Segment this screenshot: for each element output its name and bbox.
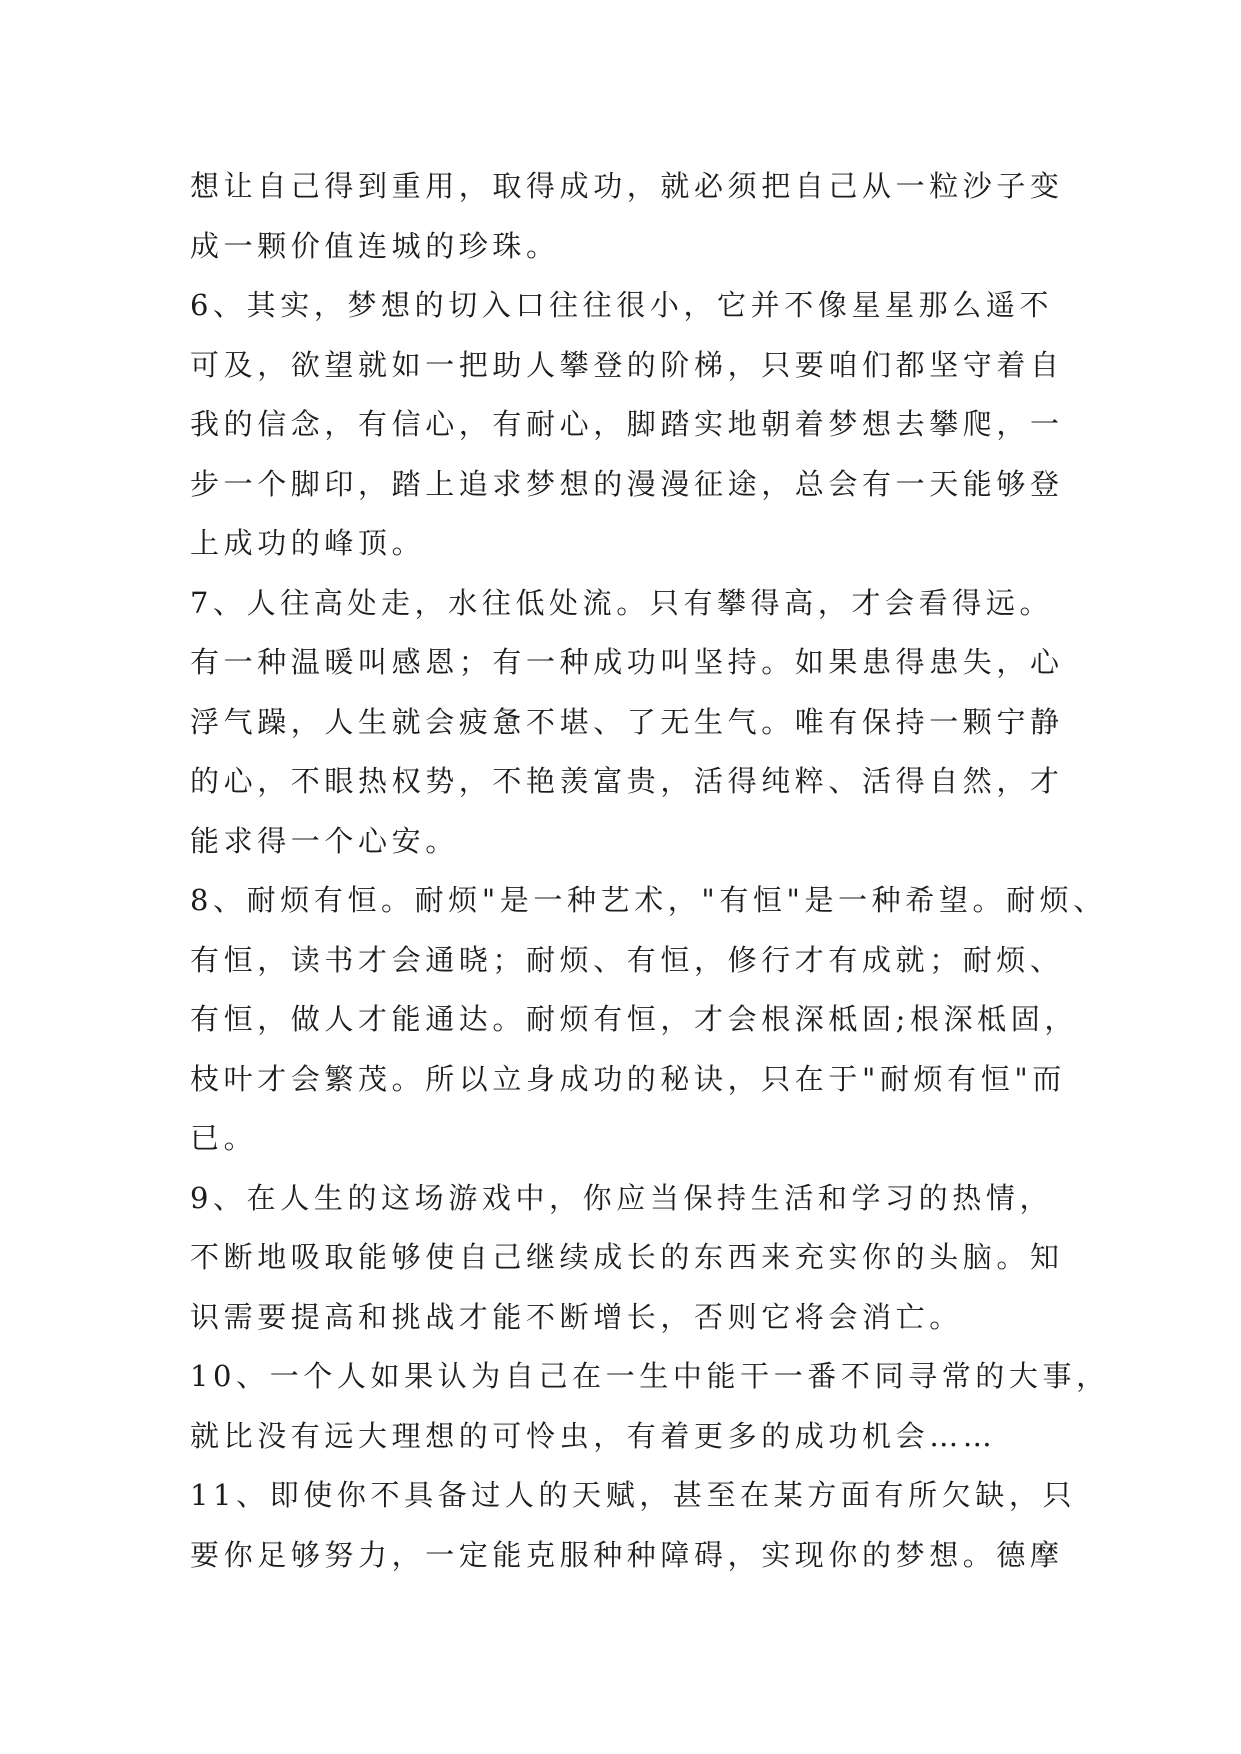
text-line: 成一颗价值连城的珍珠。: [190, 228, 560, 263]
text-line: 上成功的峰顶。: [190, 526, 426, 560]
text-line: 7、人往高处走，水往低处流。只有攀得高，才会看得远。: [190, 585, 1054, 620]
text-line: 的心，不眼热权势，不艳羡富贵，活得纯粹、活得自然，才: [190, 764, 1064, 798]
text-line: 8、耐烦有恒。耐烦"是一种艺术，"有恒"是一种希望。耐烦、: [190, 883, 1107, 917]
paragraph-11: [190, 1466, 1077, 1585]
text-line: 想让自己得到重用，取得成功，就必须把自己从一粒沙子变: [190, 169, 1064, 203]
text-line: 6、其实，梦想的切入口往往很小，它并不像星星那么遥不: [190, 288, 1054, 322]
text-line: 能求得一个心安。: [190, 823, 459, 858]
text-line: 有恒，做人才能通达。耐烦有恒，才会根深柢固;根深柢固，: [190, 1002, 1078, 1036]
text-line: 可及，欲望就如一把助人攀登的阶梯，只要咱们都坚守着自: [190, 347, 1064, 382]
text-line: 已。: [190, 1121, 258, 1155]
text-line: 浮气躁，人生就会疲惫不堪、了无生气。唯有保持一颗宁静: [190, 704, 1064, 739]
text-line: 11、即使你不具备过人的天赋，甚至在某方面有所欠缺，只: [190, 1478, 1077, 1512]
document-body: [190, 157, 1110, 1585]
text-line: 就比没有远大理想的可怜虫，有着更多的成功机会……: [190, 1418, 997, 1453]
text-line: 要你足够努力，一定能克服种种障碍，实现你的梦想。德摩: [190, 1537, 1064, 1572]
paragraph-9: [190, 1169, 1070, 1348]
text-line: 识需要提高和挑战才能不断增长，否则它将会消亡。: [190, 1299, 963, 1334]
text-line: 枝叶才会繁茂。所以立身成功的秘诀，只在于"耐烦有恒"而: [190, 1061, 1066, 1096]
text-line: 10、一个人如果认为自己在一生中能干一番不同寻常的大事，: [190, 1359, 1110, 1393]
text-line: 步一个脚印，踏上追求梦想的漫漫征途，总会有一天能够登: [190, 466, 1064, 501]
paragraph-continuation: [190, 157, 1070, 276]
text-line: 有一种温暖叫感恩；有一种成功叫坚持。如果患得患失，心: [190, 645, 1064, 679]
paragraph-8: [190, 871, 1107, 1169]
paragraph-10: [190, 1347, 1110, 1466]
paragraph-6: [190, 276, 1070, 574]
text-line: 9、在人生的这场游戏中，你应当保持生活和学习的热情，: [190, 1180, 1054, 1215]
paragraph-7: [190, 574, 1070, 872]
text-line: 我的信念，有信心，有耐心，脚踏实地朝着梦想去攀爬，一: [190, 407, 1064, 441]
text-line: 不断地吸取能够使自己继续成长的东西来充实你的头脑。知: [190, 1240, 1064, 1274]
text-line: 有恒，读书才会通晓；耐烦、有恒，修行才有成就；耐烦、: [190, 942, 1064, 977]
